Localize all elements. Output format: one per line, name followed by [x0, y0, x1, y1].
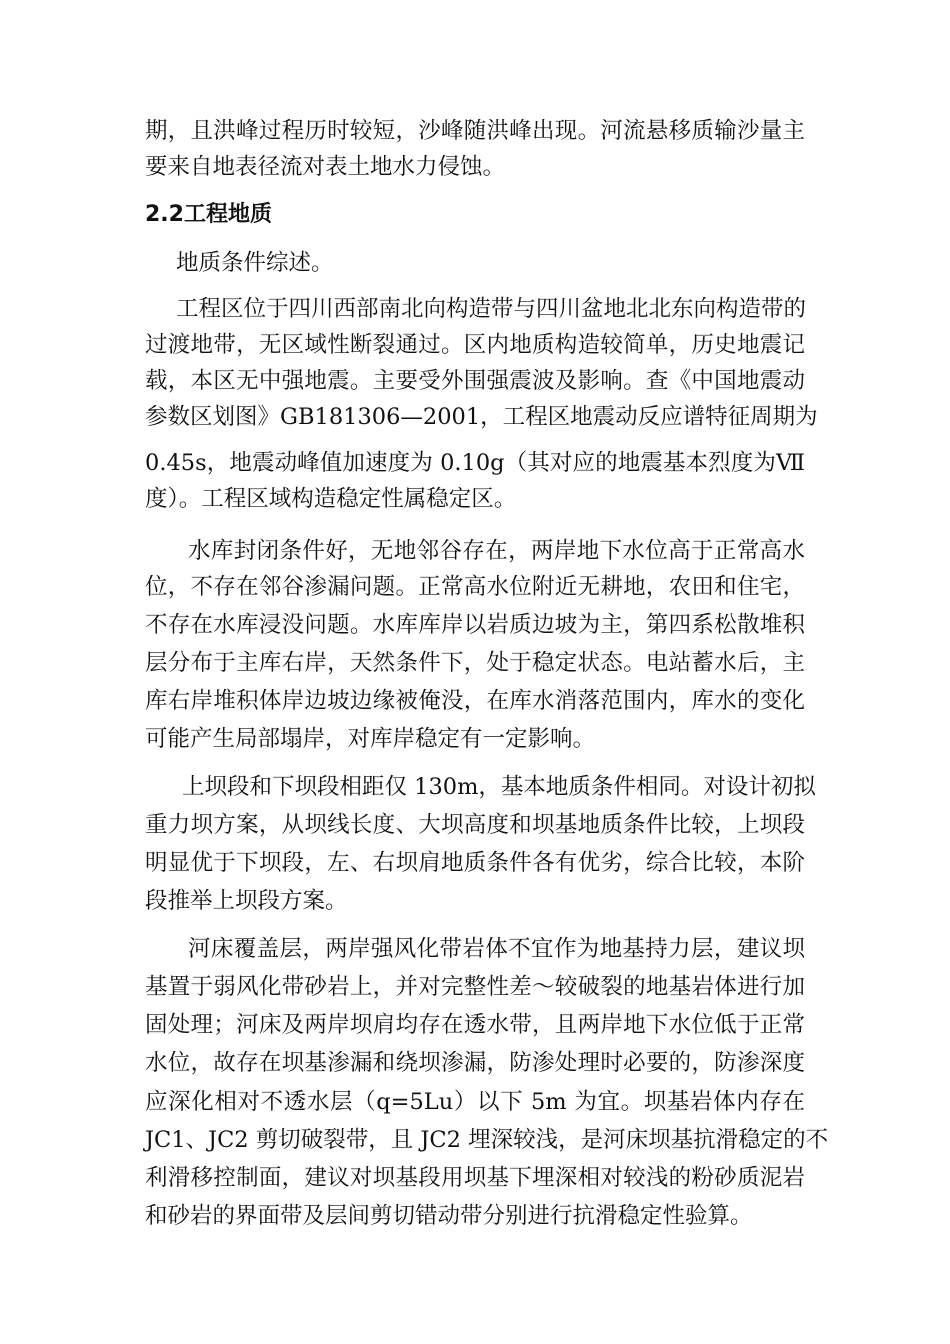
paragraph-2-line-2: 位，不存在邻谷渗漏问题。正常高水位附近无耕地，农田和住宅，: [145, 574, 805, 600]
paragraph-2-line-6: 可能产生局部塌岸，对库岸稳定有一定影响。: [145, 726, 596, 752]
section-heading: 2.2工程地质: [145, 202, 272, 227]
paragraph-1-line-2: 过渡地带，无区域性断裂通过。区内地质构造较简单，历史地震记: [145, 332, 805, 358]
paragraph-4-line-7: 利滑移控制面，建议对坝基段用坝基下埋深相对较浅的粉砂质泥岩: [145, 1165, 805, 1191]
paragraph-2-line-4: 层分布于主库右岸，天然条件下，处于稳定状态。电站蓄水后，主: [145, 650, 805, 676]
paragraph-4-line-3: 固处理；河床及两岸坝肩均存在透水带，且两岸地下水位低于正常: [145, 1012, 805, 1038]
paragraph-3-line-2: 重力坝方案，从坝线长度、大坝高度和坝基地质条件比较，上坝段: [145, 812, 805, 838]
paragraph-2-line-3: 不存在水库浸没问题。水库库岸以岩质边坡为主，第四系松散堆积: [145, 612, 805, 638]
paragraph-2-line-5: 库右岸堆积体岸边坡边缘被俺没，在库水消落范围内，库水的变化: [145, 688, 805, 714]
paragraph-4-line-4: 水位，故存在坝基渗漏和绕坝渗漏，防渗处理时必要的，防渗深度: [145, 1050, 805, 1076]
paragraph-1-line-4: 参数区划图》GB181306—2001，工程区地震动反应谱特征周期为: [145, 404, 818, 430]
intro-line-1: 期，且洪峰过程历时较短，沙峰随洪峰出现。河流悬移质输沙量主: [145, 118, 805, 144]
paragraph-4-line-8: 和砂岩的界面带及层间剪切错动带分别进行抗滑稳定性验算。: [145, 1203, 753, 1229]
intro-line-2: 要来自地表径流对表土地水力侵蚀。: [145, 154, 506, 180]
paragraph-4-line-2: 基置于弱风化带砂岩上，并对完整性差～较破裂的地基岩体进行加: [145, 974, 805, 1000]
paragraph-3-line-1: 上坝段和下坝段相距仅 130m，基本地质条件相同。对设计初拟: [182, 774, 816, 800]
paragraph-1-line-6: 度）。工程区域构造稳定性属稳定区。: [145, 486, 517, 512]
paragraph-3-line-3: 明显优于下坝段，左、右坝肩地质条件各有优劣，综合比较，本阶: [145, 850, 805, 876]
paragraph-3-line-4: 段推举上坝段方案。: [145, 888, 348, 914]
paragraph-4-line-6: JC1、JC2 剪切破裂带，且 JC2 埋深较浅，是河床坝基抗滑稳定的不: [145, 1127, 829, 1153]
paragraph-2-line-1: 水库封闭条件好，无地邻谷存在，两岸地下水位高于正常高水: [188, 538, 805, 564]
paragraph-4-line-5: 应深化相对不透水层（q=5Lu）以下 5m 为宜。坝基岩体内存在: [145, 1089, 805, 1115]
section-subtitle: 地质条件综述。: [176, 250, 334, 276]
paragraph-1-line-1: 工程区位于四川西部南北向构造带与四川盆地北北东向构造带的: [176, 296, 807, 322]
paragraph-1-line-3: 载，本区无中强地震。主要受外围强震波及影响。查《中国地震动: [145, 368, 805, 394]
paragraph-4-line-1: 河床覆盖层，两岸强风化带岩体不宜作为地基持力层，建议坝: [188, 936, 805, 962]
paragraph-1-line-5: 0.45s，地震动峰值加速度为 0.10g（其对应的地震基本烈度为Ⅶ: [145, 450, 805, 476]
